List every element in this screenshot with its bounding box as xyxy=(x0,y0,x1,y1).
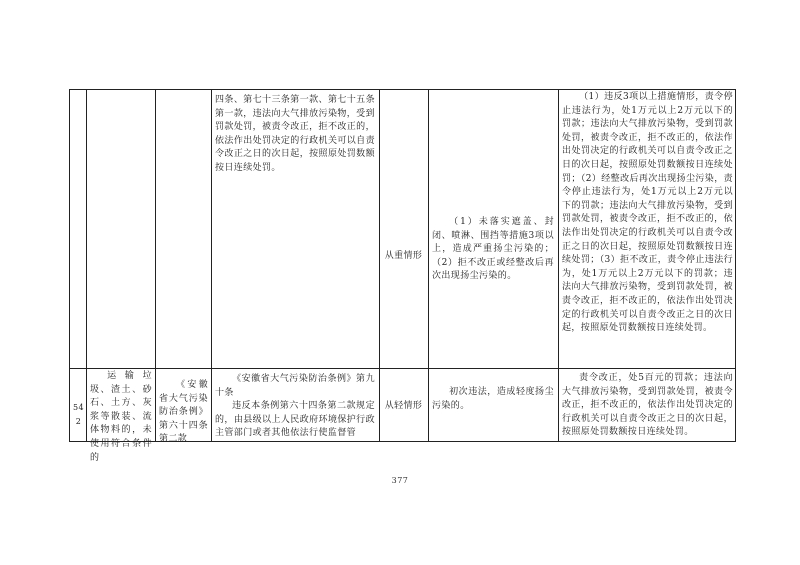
column-divider xyxy=(379,90,380,441)
column-divider xyxy=(211,90,212,441)
column-divider xyxy=(428,90,429,441)
item-text: 运输垃圾、渣土、砂石、土方、灰浆等散装、流体物料的，未使用符合条件的 xyxy=(90,371,152,463)
column-divider xyxy=(155,90,156,441)
legal-basis-body: 违反本条例第六十四条第二款规定的，由县级以上人民政府环境保护行政主管部门或者其他依法行使监督管 xyxy=(215,401,375,439)
column-divider xyxy=(86,90,87,441)
severity-cell xyxy=(382,250,425,264)
row-number: 542 xyxy=(73,403,84,426)
legal-basis-cell xyxy=(215,94,375,176)
basis-text: 《安徽省大气污染防治条例》第六十四条第二款 xyxy=(159,380,208,445)
row-number-cell xyxy=(71,401,86,428)
item-cell xyxy=(90,370,152,465)
severity-label-542: 从轻情形 xyxy=(384,401,423,411)
circumstance-text: （1）未落实遮盖、封闭、喷淋、围挡等措施3项以上，造成严重扬尘污染的；（2）拒不改正或经整改后再次出现扬尘污染的。 xyxy=(432,217,554,282)
penalty-cell-542 xyxy=(562,372,733,440)
page-number: 377 xyxy=(391,476,409,485)
circumstance-cell xyxy=(432,216,554,284)
penalty-text: （1）违反3项以上措施情形，责令停止违法行为，处1万元以上2万元以下的罚款；违法向大气排放污染物，受到罚款处罚，被责令改正，拒不改正的，依法作出处罚决定的行政机关可以自责令改正之日的次日起，按照原处罚数额按日连续处罚；（2）经整改后再次出现扬尘污染，责令停止违法行为，处1万元以上2万元以下的罚款；违法向大气排放污染物，受到罚款处罚，被责令改正，拒不改正的，依法作出处罚决定的行政机关可以自责令改正之日的次日起，按照原处罚数额按日连续处罚；（3）拒不改正，责令停止违法行为，处1万元以上2万元以下的罚款；违法向大气排放污染物，受到罚款处罚，被责令改正，拒不改正的，依法作出处罚决定的行政机关可以自责令改正之日的次日起，按照原处罚数额按日连续处罚。 xyxy=(562,92,733,334)
legal-basis-cell-542 xyxy=(215,373,375,441)
row-divider xyxy=(70,368,735,369)
circumstance-cell-542 xyxy=(432,386,554,413)
legal-basis-text: 四条、第七十三条第一款、第七十五条第一款，违法向大气排放污染物，受到罚款处罚，被责令改正，拒不改正的，依法作出处罚决定的行政机关可以自责令改正之日的次日起，按照原处罚数额按日连续处罚。 xyxy=(215,95,375,173)
severity-label: 从重情形 xyxy=(384,251,423,261)
column-divider xyxy=(558,90,559,441)
legal-basis-title: 《安徽省大气污染防治条例》第九十条 xyxy=(215,374,375,398)
basis-cell xyxy=(159,379,208,447)
severity-cell-542 xyxy=(382,400,425,414)
penalty-cell xyxy=(562,91,733,336)
penalty-text-542: 责令改正，处5百元的罚款；违法向大气排放污染物，受到罚款处罚，被责令改正，拒不改正的，依法作出处罚决定的行政机关可以自责令改正之日的次日起，按照原处罚数额按日连续处罚。 xyxy=(562,373,733,438)
circumstance-text-542: 初次违法，造成轻度扬尘污染的。 xyxy=(432,387,554,411)
penalty-table xyxy=(69,89,736,463)
